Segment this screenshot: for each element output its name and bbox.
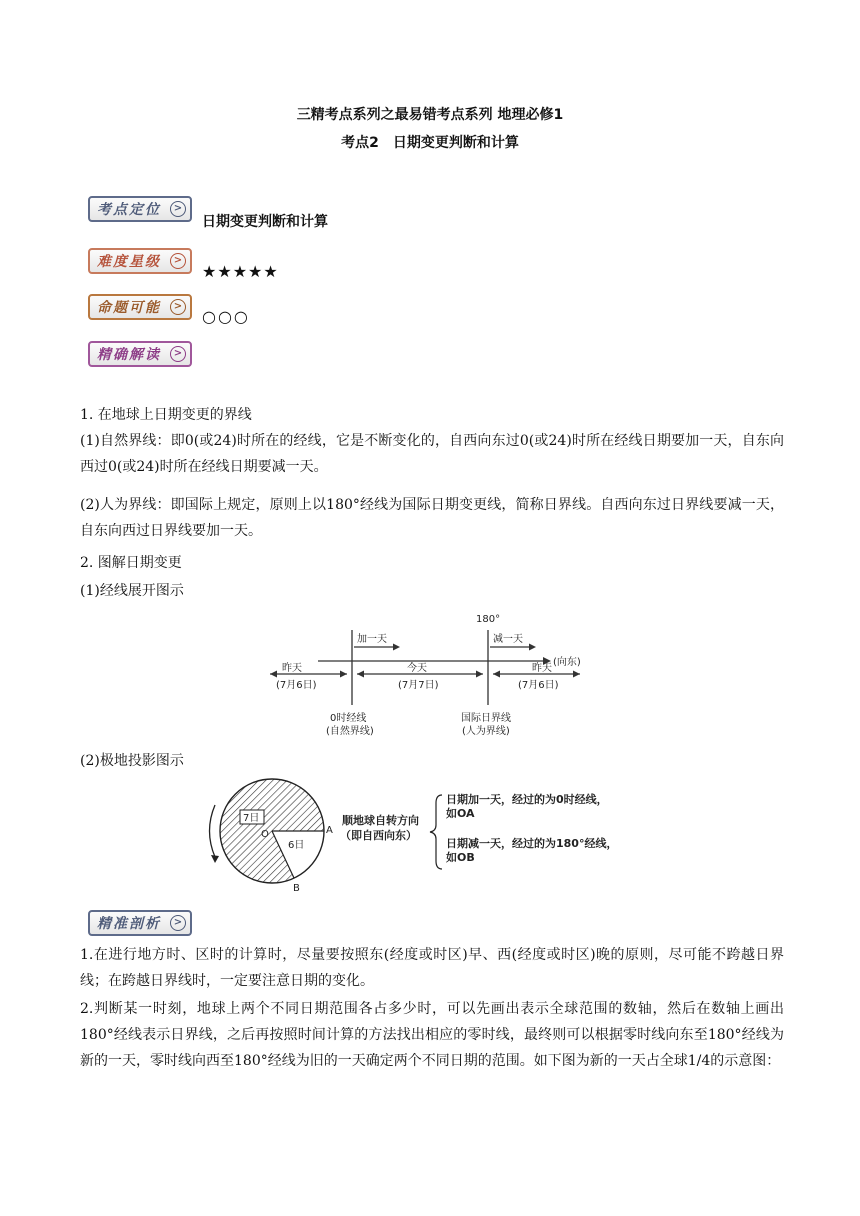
paragraph-4: 2. 图解日期变更 <box>80 555 182 571</box>
case-add-day: 日期加一天，经过的为0时经线， <box>446 793 608 806</box>
label-7-day: 7日 <box>243 813 260 824</box>
arrow-circle-icon: > <box>170 915 186 931</box>
label-point-a: A <box>326 825 333 836</box>
paragraph-3: (2)人为界线：即国际上规定，原则上以180°经线为国际日期变更线，简称日界线。自西向东过日界线要减一天，自东向西过日界线要加一天。 <box>80 497 784 539</box>
badge-mingti <box>88 294 192 320</box>
difficulty-stars: ★★★★★ <box>202 262 279 281</box>
case-sub-day: 日期减一天，经过的为180°经线， <box>446 837 618 850</box>
arrow-circle-icon: > <box>170 201 186 217</box>
paragraph-2: (1)自然界线：即0(或24)时所在的经线，它是不断变化的，自西向东过0(或24)时所在经线日期要加一天，自东向西过0(或24)时所在经线日期要减一天。 <box>80 433 784 475</box>
label-zero-note: (自然界线) <box>326 726 374 737</box>
badge-nandu <box>88 248 192 274</box>
badge-kaodian <box>88 196 192 222</box>
badge-pouxi-label: 精准剖析 <box>97 916 161 932</box>
rotation-label: 顺地球自转方向 <box>342 814 419 827</box>
likelihood-circles: ○○○ <box>202 307 250 326</box>
badge-jiedu-label: 精确解读 <box>97 347 161 363</box>
meridian-diagram <box>250 610 630 740</box>
rotation-note: （即自西向东） <box>340 829 417 842</box>
label-180: 180° <box>476 614 501 625</box>
label-date-middle: (7月7日) <box>398 680 439 691</box>
paragraph-1: 1. 在地球上日期变更的界线 <box>80 407 252 423</box>
paragraph-5: (1)经线展开图示 <box>80 583 184 599</box>
paragraph-7: 1.在进行地方时、区时的计算时，尽量要按照东(经度或时区)早、西(经度或时区)晚的原则，尽可能不跨越日界线；在跨越日界线时，一定要注意日期的变化。 <box>80 947 784 989</box>
document-title: 三精考点系列之最易错考点系列 地理必修1 <box>296 107 564 123</box>
label-intl-note: (人为界线) <box>462 726 510 737</box>
paragraph-6: (2)极地投影图示 <box>80 753 184 769</box>
arrow-circle-icon: > <box>170 299 186 315</box>
label-zero-line: 0时经线 <box>330 713 367 724</box>
label-date-right: (7月6日) <box>518 680 559 691</box>
label-date-left: (7月6日) <box>276 680 317 691</box>
badge-kaodian-label: 考点定位 <box>97 202 161 218</box>
label-add-day: 加一天 <box>357 634 387 645</box>
label-yesterday-left: 昨天 <box>282 663 302 674</box>
label-yesterday-right: 昨天 <box>532 663 552 674</box>
badge-jiedu <box>88 341 192 367</box>
label-center-o: O <box>261 829 269 840</box>
paragraph-8: 2.判断某一时刻，地球上两个不同日期范围各占多少时，可以先画出表示全球范围的数轴，然后在数轴上画出180°经线表示日界线，之后再按照时间计算的方法找出相应的零时线，最终则可以根据零时线向东至180°经线为新的一天，零时线向西至180°经线为旧的一天确定两个不同日期的范围。如下图为新的一天占全球1/4的示意图： <box>80 1001 784 1069</box>
label-intl-line: 国际日界线 <box>461 713 511 724</box>
label-6-day: 6日 <box>288 840 305 851</box>
label-today: 今天 <box>407 663 427 674</box>
case-sub-example: 如OB <box>446 851 475 864</box>
label-direction: (向东) <box>553 657 581 668</box>
label-sub-day: 减一天 <box>493 634 523 645</box>
badge-nandu-label: 难度星级 <box>97 254 161 270</box>
badge-pouxi <box>88 910 192 936</box>
topic-text: 日期变更判断和计算 <box>202 214 328 230</box>
label-point-b: B <box>293 883 300 894</box>
badge-mingti-label: 命题可能 <box>97 300 161 316</box>
document-subtitle: 考点2 日期变更判断和计算 <box>341 135 519 151</box>
arrow-circle-icon: > <box>170 253 186 269</box>
case-add-example: 如OA <box>446 807 475 820</box>
polar-diagram <box>200 775 660 900</box>
arrow-circle-icon: > <box>170 346 186 362</box>
